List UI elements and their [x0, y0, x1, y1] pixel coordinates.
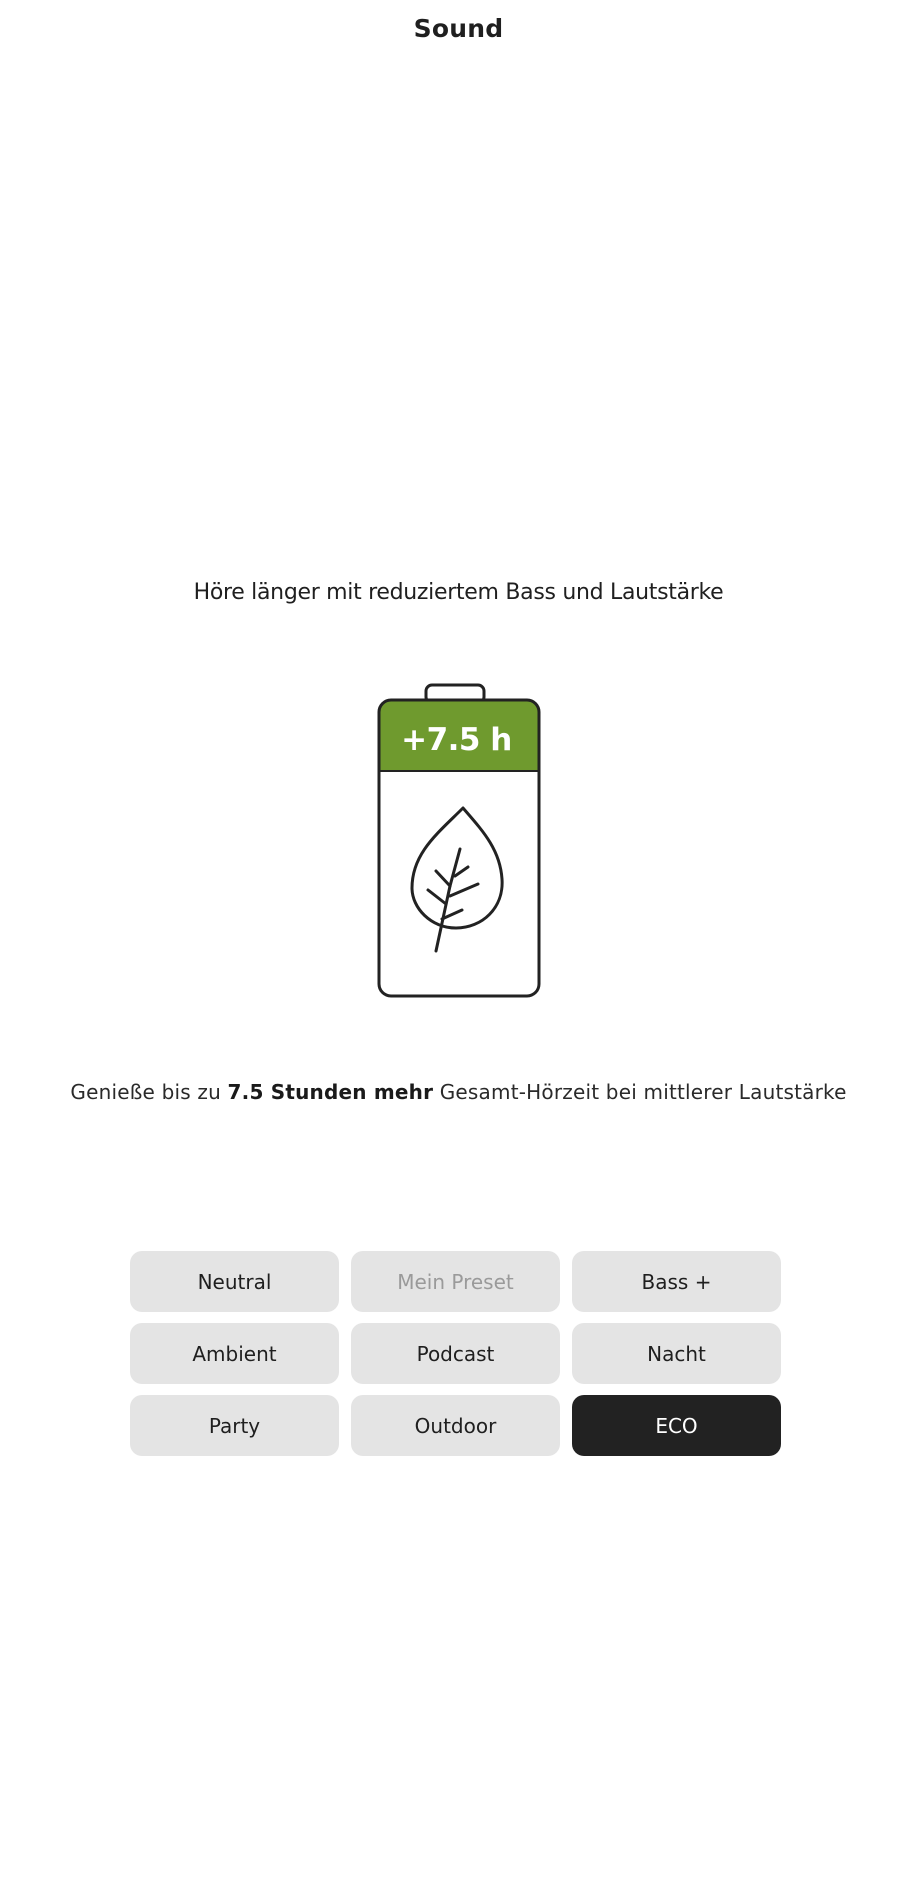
info-suffix: Gesamt-Hörzeit bei mittlerer Lautstärke	[439, 1080, 847, 1104]
preset-outdoor-button[interactable]: Outdoor	[351, 1395, 560, 1456]
preset-grid	[130, 1251, 780, 1456]
info-bold: 7.5 Stunden mehr	[227, 1080, 434, 1104]
preset-party-button[interactable]: Party	[130, 1395, 339, 1456]
eco-headline: Höre länger mit reduziertem Bass und Lautstärke	[193, 580, 724, 605]
battery-hours-label: +7.5 h	[401, 722, 512, 758]
page-title: Sound	[413, 14, 504, 43]
preset-eco-button[interactable]: ECO	[572, 1395, 781, 1456]
preset-nacht-button[interactable]: Nacht	[572, 1323, 781, 1384]
preset-neutral-button[interactable]: Neutral	[130, 1251, 339, 1312]
info-prefix: Genieße bis zu	[70, 1080, 221, 1104]
preset-podcast-button[interactable]: Podcast	[351, 1323, 560, 1384]
eco-info-text	[0, 1080, 917, 1104]
preset-ambient-button[interactable]: Ambient	[130, 1323, 339, 1384]
preset-mein-preset-button[interactable]: Mein Preset	[351, 1251, 560, 1312]
preset-bass-plus-button[interactable]: Bass +	[572, 1251, 781, 1312]
